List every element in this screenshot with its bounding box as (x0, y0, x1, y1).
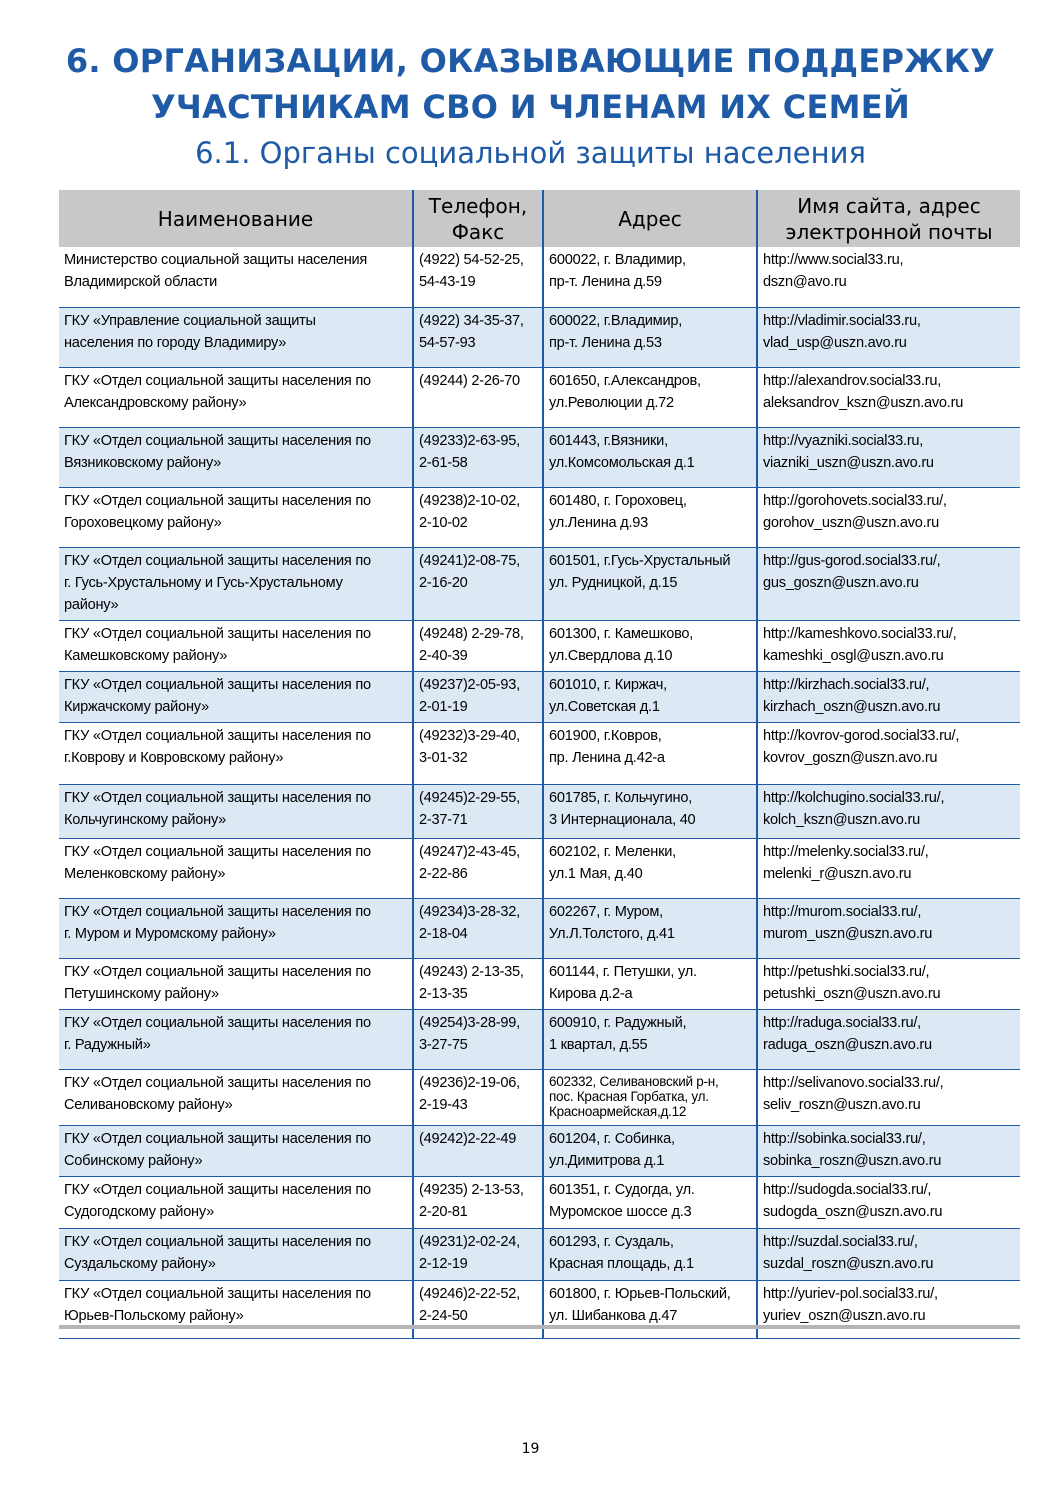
cell-site-email: http://kovrov-gorod.social33.ru/, kovrov_goszn@uszn.avo.ru (757, 722, 1020, 784)
cell-phone: (49244) 2-26-70 (413, 367, 543, 427)
cell-phone: (49234)3-28-32, 2-18-04 (413, 898, 543, 958)
cell-address: 600910, г. Радужный, 1 квартал, д.55 (543, 1009, 757, 1069)
table-row (59, 620, 1020, 671)
cell-name: ГКУ «Отдел социальной защиты населения по Меленковскому району» (59, 838, 413, 898)
cell-site-email: http://kolchugino.social33.ru/, kolch_kszn@uszn.avo.ru (757, 784, 1020, 838)
cell-name: ГКУ «Отдел социальной защиты населения по Селивановскому району» (59, 1069, 413, 1125)
cell-phone: (49232)3-29-40, 3-01-32 (413, 722, 543, 784)
cell-address: 601204, г. Собинка, ул.Димитрова д.1 (543, 1125, 757, 1176)
cell-address: 601144, г. Петушки, ул. Кирова д.2-а (543, 958, 757, 1009)
cell-phone: (49245)2-29-55, 2-37-71 (413, 784, 543, 838)
cell-name: ГКУ «Отдел социальной защиты населения по г. Радужный» (59, 1009, 413, 1069)
header-address: Адрес (543, 190, 757, 247)
cell-phone: (49237)2-05-93, 2-01-19 (413, 671, 543, 722)
cell-name: ГКУ «Отдел социальной защиты населения по Камешковскому району» (59, 620, 413, 671)
table-row (59, 547, 1020, 620)
cell-name: ГКУ «Отдел социальной защиты населения по Юрьев-Польскому району» (59, 1280, 413, 1338)
cell-address: 601480, г. Гороховец, ул.Ленина д.93 (543, 487, 757, 547)
header-name: Наименование (59, 190, 413, 247)
cell-name: ГКУ «Отдел социальной защиты населения по г. Муром и Муромскому району» (59, 898, 413, 958)
cell-phone: (49241)2-08-75, 2-16-20 (413, 547, 543, 620)
cell-name: ГКУ «Отдел социальной защиты населения по г.Коврову и Ковровскому району» (59, 722, 413, 784)
cell-address: 602102, г. Меленки, ул.1 Мая, д.40 (543, 838, 757, 898)
table-row (59, 427, 1020, 487)
table-row (59, 671, 1020, 722)
cell-name: ГКУ «Отдел социальной защиты населения по Суздальскому району» (59, 1228, 413, 1280)
table-row (59, 958, 1020, 1009)
cell-site-email: http://murom.social33.ru/, murom_uszn@uszn.avo.ru (757, 898, 1020, 958)
cell-name: ГКУ «Отдел социальной защиты населения по Кольчугинскому району» (59, 784, 413, 838)
cell-name: ГКУ «Отдел социальной защиты населения по Александровскому району» (59, 367, 413, 427)
table-row (59, 784, 1020, 838)
page-number: 19 (521, 1441, 540, 1457)
cell-phone: (49254)3-28-99, 3-27-75 (413, 1009, 543, 1069)
cell-phone: (49248) 2-29-78, 2-40-39 (413, 620, 543, 671)
cell-name: Министерство социальной защиты населения Владимирской области (59, 247, 413, 307)
cell-address: 600022, г.Владимир, пр-т. Ленина д.53 (543, 307, 757, 367)
cell-address: 600022, г. Владимир, пр-т. Ленина д.59 (543, 247, 757, 307)
cell-site-email: http://vladimir.social33.ru, vlad_usp@uszn.avo.ru (757, 307, 1020, 367)
cell-site-email: http://gorohovets.social33.ru/, gorohov_uszn@uszn.avo.ru (757, 487, 1020, 547)
cell-phone: (49247)2-43-45, 2-22-86 (413, 838, 543, 898)
table-row (59, 1009, 1020, 1069)
cell-phone: (4922) 34-35-37, 54-57-93 (413, 307, 543, 367)
cell-address: 601300, г. Камешково, ул.Свердлова д.10 (543, 620, 757, 671)
cell-site-email: http://petushki.social33.ru/, petushki_oszn@uszn.avo.ru (757, 958, 1020, 1009)
cell-address: 601443, г.Вязники, ул.Комсомольская д.1 (543, 427, 757, 487)
cell-address: 601785, г. Кольчугино, 3 Интернационала, 40 (543, 784, 757, 838)
cell-phone: (49236)2-19-06, 2-19-43 (413, 1069, 543, 1125)
subsection-title: 6.1. Органы социальной защиты населения (195, 136, 866, 170)
cell-site-email: http://kameshkovo.social33.ru/, kameshki_osgl@uszn.avo.ru (757, 620, 1020, 671)
table-row (59, 307, 1020, 367)
table-row (59, 1228, 1020, 1280)
cell-name: ГКУ «Отдел социальной защиты населения по Вязниковскому району» (59, 427, 413, 487)
cell-address: 601800, г. Юрьев-Польский, ул. Шибанкова д.47 (543, 1280, 757, 1338)
table-row (59, 838, 1020, 898)
cell-name: ГКУ «Управление социальной защиты населения по городу Владимиру» (59, 307, 413, 367)
section-title-line-2: УЧАСТНИКАМ СВО И ЧЛЕНАМ ИХ СЕМЕЙ (150, 88, 911, 126)
cell-site-email: http://selivanovo.social33.ru/, seliv_roszn@uszn.avo.ru (757, 1069, 1020, 1125)
cell-phone: (49242)2-22-49 (413, 1125, 543, 1176)
table-row (59, 1125, 1020, 1176)
cell-address: 601010, г. Киржач, ул.Советская д.1 (543, 671, 757, 722)
cell-site-email: http://sobinka.social33.ru/, sobinka_roszn@uszn.avo.ru (757, 1125, 1020, 1176)
section-title-line-1: 6. ОРГАНИЗАЦИИ, ОКАЗЫВАЮЩИЕ ПОДДЕРЖКУ (65, 42, 996, 80)
cell-site-email: http://www.social33.ru, dszn@avo.ru (757, 247, 1020, 307)
cell-address: 601900, г.Ковров, пр. Ленина д.42-а (543, 722, 757, 784)
table-row (59, 247, 1020, 307)
cell-site-email: http://gus-gorod.social33.ru/, gus_goszn@uszn.avo.ru (757, 547, 1020, 620)
cell-address: 602332, Селивановский р-н, пос. Красная Горбатка, ул. Красноармейская,д.12 (543, 1069, 757, 1125)
table-header-row (59, 190, 1020, 247)
cell-name: ГКУ «Отдел социальной защиты населения по Киржачскому району» (59, 671, 413, 722)
cell-phone: (49238)2-10-02, 2-10-02 (413, 487, 543, 547)
cell-name: ГКУ «Отдел социальной защиты населения по Собинскому району» (59, 1125, 413, 1176)
table-row (59, 1069, 1020, 1125)
cell-name: ГКУ «Отдел социальной защиты населения по Судогодскому району» (59, 1176, 413, 1228)
cell-address: 602267, г. Муром, Ул.Л.Толстого, д.41 (543, 898, 757, 958)
cell-site-email: http://yuriev-pol.social33.ru/, yuriev_oszn@uszn.avo.ru (757, 1280, 1020, 1338)
cell-site-email: http://suzdal.social33.ru/, suzdal_roszn@uszn.avo.ru (757, 1228, 1020, 1280)
cell-address: 601293, г. Суздаль, Красная площадь, д.1 (543, 1228, 757, 1280)
header-phone: Телефон, Факс (413, 190, 543, 247)
cell-site-email: http://vyazniki.social33.ru, viazniki_uszn@uszn.avo.ru (757, 427, 1020, 487)
cell-site-email: http://melenky.social33.ru/, melenki_r@uszn.avo.ru (757, 838, 1020, 898)
cell-site-email: http://kirzhach.social33.ru/, kirzhach_oszn@uszn.avo.ru (757, 671, 1020, 722)
cell-phone: (49243) 2-13-35, 2-13-35 (413, 958, 543, 1009)
table-bottom-rule (59, 1325, 1020, 1329)
cell-name: ГКУ «Отдел социальной защиты населения по Петушинскому району» (59, 958, 413, 1009)
cell-phone: (49231)2-02-24, 2-12-19 (413, 1228, 543, 1280)
cell-phone: (4922) 54-52-25, 54-43-19 (413, 247, 543, 307)
cell-name: ГКУ «Отдел социальной защиты населения по г. Гусь-Хрустальному и Гусь-Хрустальному району» (59, 547, 413, 620)
cell-phone: (49233)2-63-95, 2-61-58 (413, 427, 543, 487)
table-row (59, 487, 1020, 547)
cell-site-email: http://alexandrov.social33.ru, aleksandrov_kszn@uszn.avo.ru (757, 367, 1020, 427)
table-row (59, 1280, 1020, 1338)
cell-site-email: http://raduga.social33.ru/, raduga_oszn@uszn.avo.ru (757, 1009, 1020, 1069)
cell-address: 601351, г. Судогда, ул. Муромское шоссе д.3 (543, 1176, 757, 1228)
cell-address: 601501, г.Гусь-Хрустальный ул. Рудницкой, д.15 (543, 547, 757, 620)
cell-name: ГКУ «Отдел социальной защиты населения по Гороховецкому району» (59, 487, 413, 547)
header-site-email: Имя сайта, адрес электронной почты (757, 190, 1020, 247)
table-row (59, 722, 1020, 784)
cell-phone: (49246)2-22-52, 2-24-50 (413, 1280, 543, 1338)
cell-address: 601650, г.Александров, ул.Революции д.72 (543, 367, 757, 427)
cell-phone: (49235) 2-13-53, 2-20-81 (413, 1176, 543, 1228)
social-protection-table (59, 190, 1020, 1339)
table-row (59, 898, 1020, 958)
cell-site-email: http://sudogda.social33.ru/, sudogda_oszn@uszn.avo.ru (757, 1176, 1020, 1228)
table-row (59, 1176, 1020, 1228)
table-row (59, 367, 1020, 427)
